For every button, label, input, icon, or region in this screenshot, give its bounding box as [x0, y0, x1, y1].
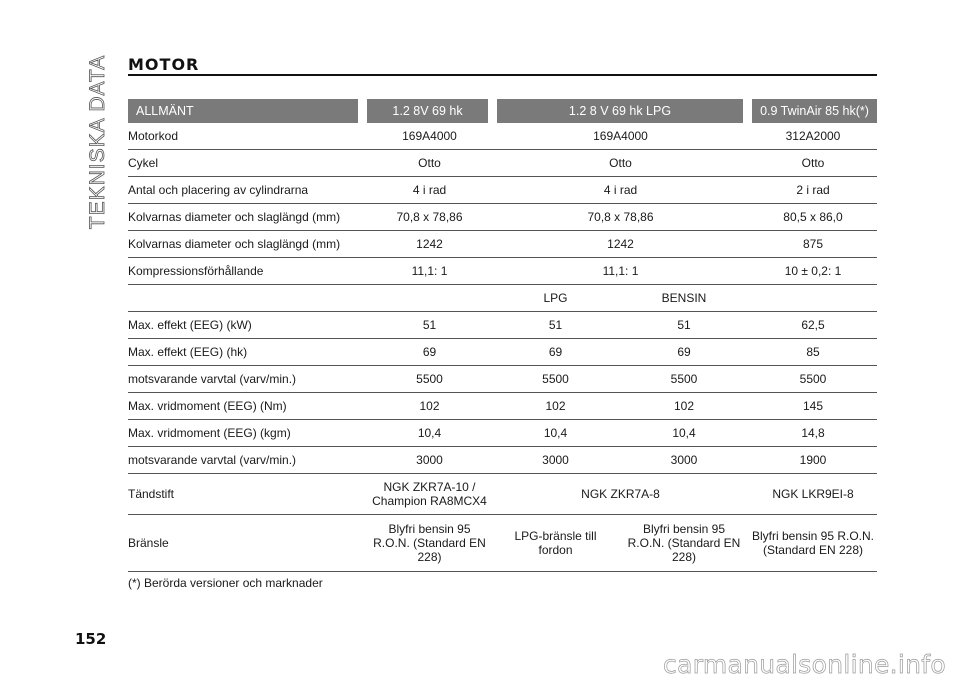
row-value: 5500: [542, 372, 569, 386]
row-label: motsvarande varvtal (varv/min.): [128, 372, 297, 386]
row-value: 102: [545, 399, 566, 413]
value-line: 228): [671, 550, 697, 564]
row-value: 70,8 x 78,86: [587, 210, 654, 224]
row-label: Bränsle: [128, 536, 169, 550]
table-row: [128, 258, 877, 285]
table-row: [128, 231, 877, 258]
row-value: 85: [806, 345, 820, 359]
table-header: [128, 99, 877, 123]
table-row: [128, 420, 877, 447]
side-section-title: [78, 52, 118, 232]
header-engine-2: 1.2 8 V 69 hk LPG: [497, 99, 743, 123]
table-row: [128, 150, 877, 177]
table-row: [128, 123, 877, 150]
row-label: motsvarande varvtal (varv/min.): [128, 453, 297, 467]
row-value: 4 i rad: [412, 183, 447, 197]
title-rule: [128, 74, 877, 76]
row-value: 4 i rad: [603, 183, 638, 197]
row-value: 51: [677, 318, 691, 332]
row-value: [367, 522, 492, 564]
value-line: LPG-bränsle till: [514, 529, 597, 543]
row-label: Antal och placering av cylindrarna: [128, 183, 309, 197]
value-line: Champion RA8MCX4: [372, 494, 487, 508]
row-value: 69: [548, 345, 563, 359]
row-value: 11,1: 1: [411, 264, 448, 278]
row-value: 10,4: [672, 426, 696, 440]
row-label: Max. vridmoment (EEG) (Nm): [128, 399, 287, 413]
row-label: Max. effekt (EEG) (kW): [128, 318, 252, 332]
row-label: Kolvarnas diameter och slaglängd (mm): [128, 210, 341, 224]
row-value: 62,5: [801, 318, 825, 332]
fuel-split-row: [128, 285, 877, 312]
section-title: MOTOR: [128, 55, 200, 74]
row-label: Kolvarnas diameter och slaglängd (mm): [128, 237, 341, 251]
value-line: Blyfri bensin 95: [388, 522, 471, 536]
row-value: NGK ZKR7A-8: [581, 487, 660, 501]
row-value: 169A4000: [593, 129, 648, 143]
table-row: [128, 177, 877, 204]
header-engine-1: 1.2 8V 69 hk: [367, 99, 488, 123]
row-value: 3000: [416, 453, 443, 467]
value-line: (Standard EN 228): [762, 543, 864, 557]
value-line: NGK ZKR7A-10 /: [383, 480, 476, 494]
row-value: [367, 480, 492, 508]
row-value: 5500: [799, 372, 827, 386]
table-row: [128, 447, 877, 474]
row-value: 80,5 x 86,0: [783, 210, 843, 224]
row-label: Max. effekt (EEG) (hk): [128, 345, 248, 359]
row-value: 2 i rad: [796, 183, 830, 197]
value-line: fordon: [538, 543, 573, 557]
row-value: 51: [548, 318, 563, 332]
page-number: 152: [75, 630, 107, 648]
fuel-row: [128, 515, 877, 572]
row-label: Cykel: [128, 156, 159, 170]
row-value: 3000: [670, 453, 698, 467]
value-line: R.O.N. (Standard EN: [627, 536, 741, 550]
table-row: [128, 366, 877, 393]
row-label: Kompressionsförhållande: [128, 264, 264, 278]
row-value: 145: [802, 399, 824, 413]
row-value: [749, 529, 877, 557]
row-value: 875: [802, 237, 824, 251]
row-value: 102: [673, 399, 695, 413]
header-general: ALLMÄNT: [128, 99, 358, 123]
watermark: carmanualsonline.info: [663, 650, 946, 679]
row-value: 10,4: [417, 426, 442, 440]
row-value: Otto: [418, 156, 441, 170]
side-section-title-text: TEKNISKA DATA: [86, 54, 109, 230]
fuel-split-bensin: BENSIN: [661, 291, 707, 305]
row-value: 69: [677, 345, 691, 359]
header-engine-3: 0.9 TwinAir 85 hk(*): [752, 99, 877, 123]
row-value: 14,8: [801, 426, 825, 440]
row-value: 69: [422, 345, 437, 359]
spark-plug-row: [128, 474, 877, 515]
row-value: NGK LKR9EI-8: [772, 487, 854, 501]
table-row: [128, 312, 877, 339]
row-value: 5500: [670, 372, 698, 386]
footnote: (*) Berörda versioner och marknader: [128, 576, 323, 590]
table-row: [128, 393, 877, 420]
row-value: [619, 522, 749, 564]
row-label: Max. vridmoment (EEG) (kgm): [128, 426, 291, 440]
row-value: [492, 529, 619, 557]
value-line: Blyfri bensin 95 R.O.N.: [751, 529, 875, 543]
value-line: Blyfri bensin 95: [642, 522, 726, 536]
row-value: 1900: [799, 453, 827, 467]
fuel-split-lpg: LPG: [543, 291, 568, 305]
row-value: 5500: [416, 372, 443, 386]
row-value: 51: [422, 318, 437, 332]
engine-spec-table: [128, 99, 877, 572]
row-value: 70,8 x 78,86: [396, 210, 463, 224]
value-line: R.O.N. (Standard EN: [373, 536, 486, 550]
row-value: 1242: [416, 237, 443, 251]
row-value: Otto: [801, 156, 825, 170]
row-label: Tändstift: [128, 487, 175, 501]
row-value: 10,4: [543, 426, 568, 440]
value-line: 228): [417, 550, 442, 564]
row-value: 312A2000: [785, 129, 841, 143]
row-value: 3000: [542, 453, 569, 467]
table-row: [128, 204, 877, 231]
table-row: [128, 339, 877, 366]
row-value: 11,1: 1: [602, 264, 639, 278]
row-label: Motorkod: [128, 129, 179, 143]
row-value: 1242: [607, 237, 634, 251]
row-value: 10 ± 0,2: 1: [784, 264, 842, 278]
row-value: 102: [419, 399, 440, 413]
row-value: 169A4000: [402, 129, 457, 143]
row-value: Otto: [609, 156, 632, 170]
